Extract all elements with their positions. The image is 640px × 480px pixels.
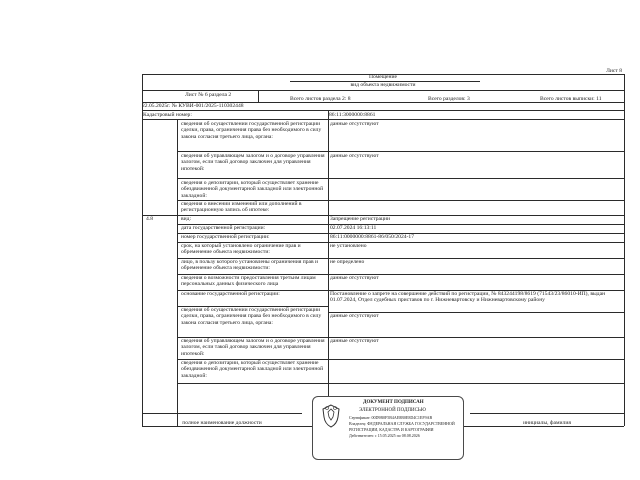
stamp-owner: Владелец: ФЕДЕРАЛЬНАЯ СЛУЖБА ГОСУДАРСТВЕННОЙ — [349, 421, 455, 426]
row-value — [330, 201, 620, 215]
sheet-number: Лист 8 — [606, 68, 622, 74]
table-value-column-divider — [328, 110, 329, 426]
sheet-section-label: Лист № 6 раздела 2 — [185, 92, 232, 98]
total-sheets-extract: Всего листов выписки: 11 — [540, 96, 602, 102]
meta-rule-top — [142, 90, 624, 91]
doc-rule — [142, 110, 624, 111]
meta-right-border — [624, 74, 625, 102]
meta-left-border — [142, 74, 143, 102]
table-right-border — [624, 102, 625, 426]
row-value: 02.07.2024 16:13:11 — [330, 225, 377, 231]
position-label: полное наименование должности — [182, 420, 262, 426]
table-left-border — [142, 102, 143, 426]
row-rule — [177, 383, 624, 384]
object-subtitle: вид объекта недвижимости — [350, 82, 416, 88]
row-label: сведения об осуществлении государственной регистрации сделки, права, ограничения права без необходимого в силу закона согласия третьего лица, органа: — [181, 307, 322, 326]
row-label: сведения об управляющем залогом и о договоре управления залогом, если такой договор заключен для управления ипотекой: — [181, 338, 325, 357]
row-value: данные отсутствуют — [330, 153, 379, 159]
total-sheets-section: Всего листов раздела 2: 8 — [290, 96, 351, 102]
row-label: основание государственной регистрации: — [181, 291, 280, 297]
row-label: сведения о депозитарии, который осуществляет хранение обездвиженной документарной закладной или электронной закладной: — [181, 360, 324, 379]
row-value: данные отсутствуют — [330, 275, 379, 281]
extract-date-number: 22.05.2025г. № КУВИ-001/2025-110302448 — [142, 103, 244, 109]
row-value — [330, 360, 620, 374]
row-value: 86:11:0000000:8861-86/050/2024-17 — [330, 234, 415, 240]
stamp-validity: Действителен: с 15.05.2025 по 08.08.2026 — [349, 433, 420, 438]
row-value: данные отсутствуют — [330, 121, 379, 127]
row-label: дата государственной регистрации: — [181, 225, 266, 231]
row-label: сведения о депозитарии, который осуществляет хранение обездвиженной документарной закладной или электронной закладной: — [181, 180, 324, 199]
table-number-column-divider — [177, 119, 178, 426]
total-sections: Всего разделов: 3 — [428, 96, 470, 102]
row-value — [330, 180, 620, 200]
row-label: вид: — [181, 216, 192, 222]
row-value: данные отсутствуют — [330, 313, 379, 319]
row-label: сведения о возможности предоставления третьим лицам персональных данных физического лица — [181, 275, 316, 288]
position-underline — [142, 413, 302, 414]
row-label: сведения о внесении изменений или дополнений в регистрационную запись об ипотеке: — [181, 201, 302, 214]
row-value: не определено — [330, 259, 365, 265]
row-value: Запрещение регистрации — [330, 216, 390, 222]
signature-underline — [470, 413, 624, 414]
initials-label: инициалы, фамилия — [523, 420, 571, 426]
cadastral-value: 86:11:3000000:8861 — [329, 112, 376, 118]
stamp-title: ДОКУМЕНТ ПОДПИСАН — [363, 400, 424, 405]
row-label: сведения об управляющем залогом и о договоре управления залогом, если такой договор заключен для управления ипотекой: — [181, 153, 325, 172]
cadastral-rule — [142, 119, 624, 120]
cadastral-label: Кадастровый номер: — [143, 112, 192, 118]
row-label: номер государственной регистрации: — [181, 234, 270, 240]
registration-basis-value: Постановление о запрете на совершение действий по регистрации, № 843244198/8619 (71543/23/86010-ИП), выдан 01.07.2024, Отдел судебных приставов по г. Нижневартовску и Нижневартовскому району — [330, 291, 606, 304]
stamp-owner-continued: РЕГИСТРАЦИИ, КАДАСТРА И КАРТОГРАФИИ — [349, 427, 434, 432]
row-label: сведения об осуществлении государственной регистрации сделки, права, ограничения права без необходимого в силу закона согласия третьего лица, органа: — [181, 121, 322, 140]
object-title: Помещение — [368, 74, 397, 80]
electronic-signature-stamp — [312, 396, 464, 460]
stamp-subtitle: ЭЛЕКТРОННОЙ ПОДПИСЬЮ — [359, 408, 426, 413]
stamp-certificate: Сертификат: 00D9B0F5B4AE8B0E8D4C1EF9AB — [349, 415, 433, 420]
row-value: не установлено — [330, 243, 367, 249]
section-number: 4.8 — [146, 216, 153, 222]
row-rule — [177, 178, 624, 179]
coat-of-arms-icon — [319, 403, 343, 429]
row-label: лицо, в пользу которого установлены ограничения прав и обременение объекта недвижимости: — [181, 259, 319, 272]
row-rule — [177, 151, 624, 152]
row-label: срок, на который установлено ограничение прав и обременение объекта недвижимости: — [181, 243, 301, 256]
row-value: данные отсутствуют — [330, 338, 379, 344]
meta-divider — [258, 90, 259, 102]
